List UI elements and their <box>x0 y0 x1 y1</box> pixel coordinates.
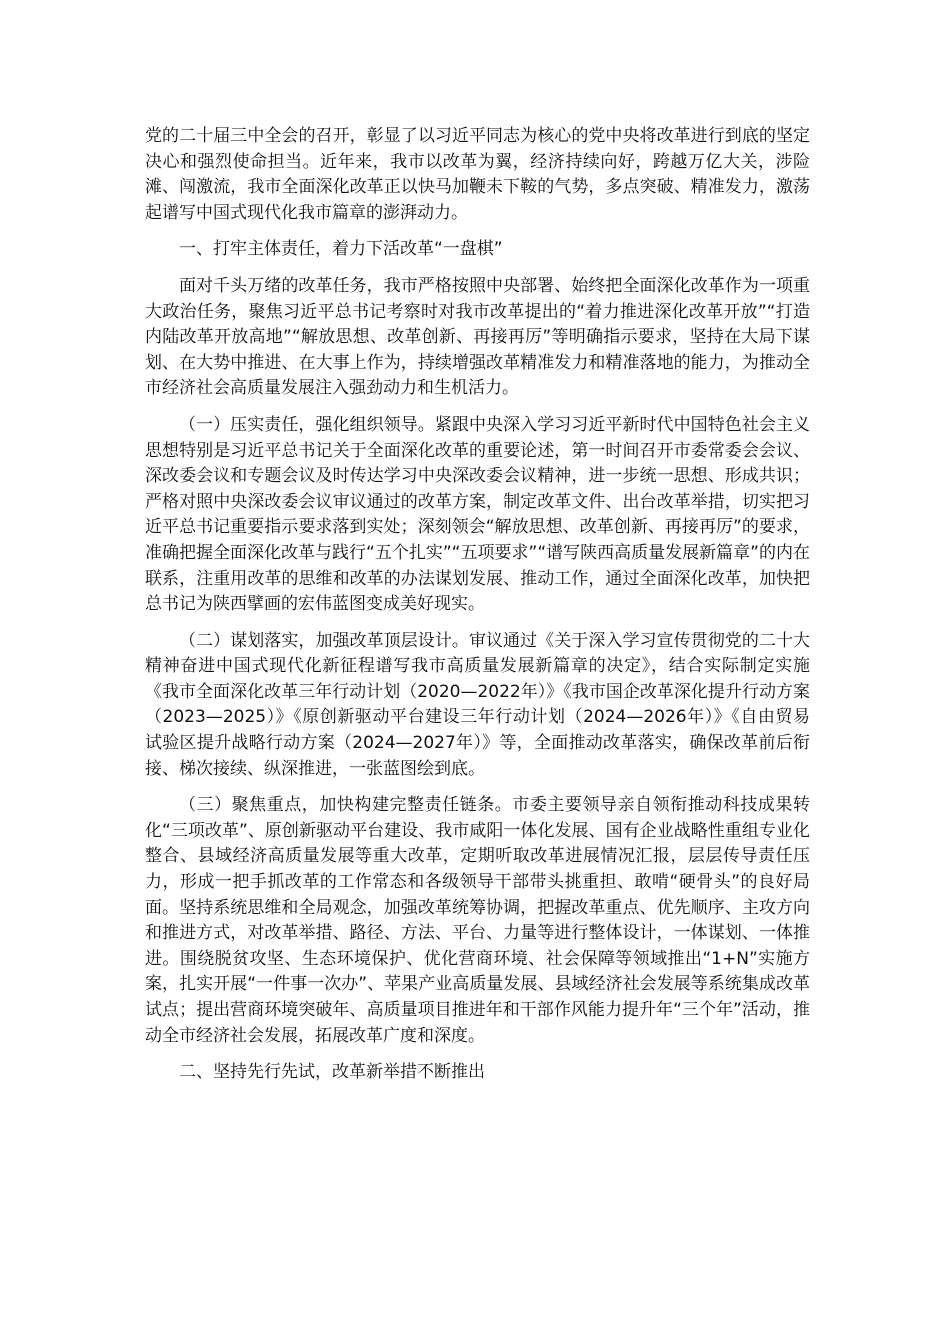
item-3-paragraph: （三）聚焦重点，加快构建完整责任链条。市委主要领导亲自领衔推动科技成果转化“三项改革”、原创新驱动平台建设、我市咸阳一体化发展、国有企业战略性重组专业化整合、县域经济高质量发展等重大改革，定期听取改革进展情况汇报，层层传导责任压力，形成一把手抓改革的工作常态和各级领导干部带头挑重担、敢啃“硬骨头”的良好局面。坚持系统思维和全局观念，加强改革统筹协调，把握改革重点、优先顺序、主攻方向和推进方式，对改革举措、路径、方法、平台、力量等进行整体设计，一体谋划、一体推进。围绕脱贫攻坚、生态环境保护、优化营商环境、社会保障等领域推出“1+N”实施方案，扎实开展“一件事一次办”、苹果产业高质量发展、县域经济社会发展等系统集成改革试点；提出营商环境突破年、高质量项目推进年和干部作风能力提升年“三个年”活动，推动全市经济社会发展，拓展改革广度和深度。 <box>145 795 810 1046</box>
item-2-paragraph: （二）谋划落实，加强改革顶层设计。审议通过《关于深入学习宣传贯彻党的二十大精神奋进中国式现代化新征程谱写我市高质量发展新篇章的决定》，结合实际制定实施《我市全面深化改革三年行动计划（2020—2022年）》《我市国企改革深化提升行动方案（2023—2025）》《原创新驱动平台建设三年行动计划（2024—2026年）》《自由贸易试验区提升战略行动方案（2024—2027年）》等，全面推动改革落实，确保改革前后衔接、梯次接续、纵深推进，一张蓝图绘到底。 <box>145 630 810 779</box>
item-1-paragraph: （一）压实责任，强化组织领导。紧跟中央深入学习习近平新时代中国特色社会主义思想特别是习近平总书记关于全面深化改革的重要论述，第一时间召开市委常委会会议、深改委会议和专题会议及时传达学习中央深改委会议精神，进一步统一思想、形成共识；严格对照中央深改委会议审议通过的改革方案，制定改革文件、出台改革举措，切实把习近平总书记重要指示要求落到实处；深刻领会“解放思想、改革创新、再接再厉”的要求，准确把握全面深化改革与践行“五个扎实”“五项要求”“谱写陕西高质量发展新篇章”的内在联系，注重用改革的思维和改革的办法谋划发展、推动工作，通过全面深化改革，加快把总书记为陕西擘画的宏伟蓝图变成美好现实。 <box>145 414 810 615</box>
section-heading-2: 二、坚持先行先试，改革新举措不断推出 <box>179 1062 485 1083</box>
section1-paragraph: 面对千头万绪的改革任务，我市严格按照中央部署、始终把全面深化改革作为一项重大政治任务，聚焦习近平总书记考察时对我市改革提出的“着力推进深化改革开放”“打造内陆改革开放高地”“解放思想、改革创新、再接再厉”等明确指示要求，坚持在大局下谋划、在大势中推进、在大事上作为，持续增强改革精准发力和精准落地的能力，为推动全市经济社会高质量发展注入强劲动力和生机活力。 <box>145 275 810 399</box>
section-heading-1: 一、打牢主体责任，着力下活改革“一盘棋” <box>179 239 503 260</box>
document-body <box>145 124 810 1097</box>
intro-paragraph: 党的二十届三中全会的召开，彰显了以习近平同志为核心的党中央将改革进行到底的坚定决心和强烈使命担当。近年来，我市以改革为翼，经济持续向好，跨越万亿大关，涉险滩、闯激流，我市全面深化改革正以快马加鞭未下鞍的气势，多点突破、精准发力，激荡起谱写中国式现代化我市篇章的澎湃动力。 <box>145 126 810 223</box>
